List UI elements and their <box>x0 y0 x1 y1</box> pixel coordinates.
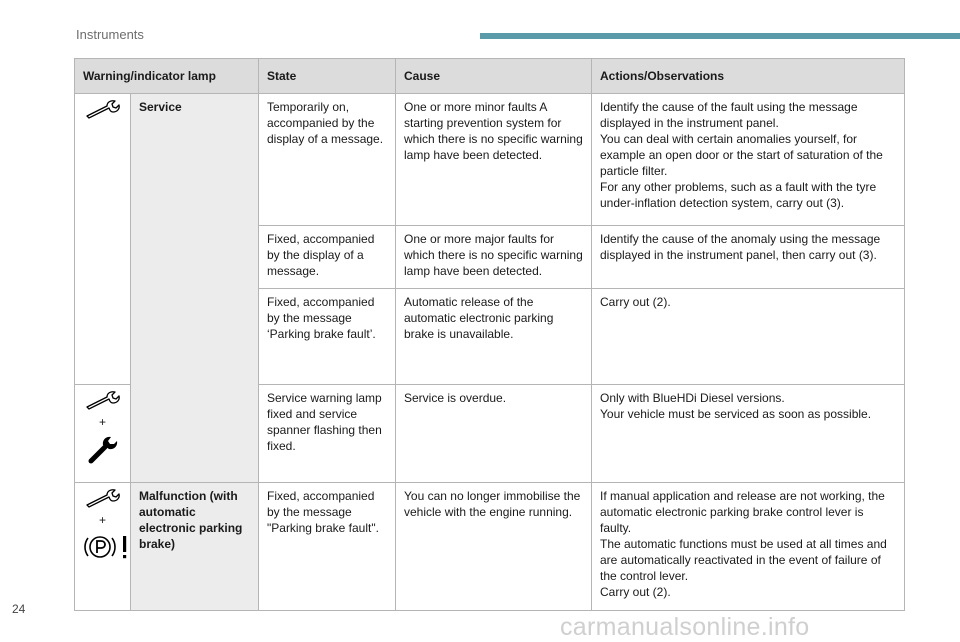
actions-cell <box>592 94 905 226</box>
table-row <box>75 94 905 226</box>
action-line: Carry out (2). <box>600 295 671 309</box>
section-header-bar <box>480 33 960 39</box>
action-line: Identify the cause of the anomaly using the message displayed in the instrument panel, then carry out (3). <box>600 232 881 262</box>
section-title: Instruments <box>76 27 144 42</box>
state-cell: Fixed, accompanied by the message "Parking brake fault". <box>259 483 396 611</box>
service-wrench-outline-icon <box>84 488 122 508</box>
plus-sign: + <box>98 415 106 429</box>
action-line: Carry out (2). <box>600 585 671 599</box>
action-line: You can deal with certain anomalies yourself, for example an open door or the start of saturation of the particle filter. <box>600 132 883 178</box>
state-cell: Temporarily on, accompanied by the display of a message. <box>259 94 396 226</box>
column-header-actions: Actions/Observations <box>592 59 905 94</box>
service-overdue-icons-cell <box>75 385 131 483</box>
state-cell: Service warning lamp fixed and service spanner flashing then fixed. <box>259 385 396 483</box>
cause-cell: One or more minor faults A starting prevention system for which there is no specific warning lamp have been detected. <box>396 94 592 226</box>
actions-cell <box>592 483 905 611</box>
actions-cell <box>592 385 905 483</box>
action-line: Only with BlueHDi Diesel versions. <box>600 391 785 405</box>
action-line: The automatic functions must be used at all times and are automatically reactivated in the event of failure of the control lever. <box>600 537 887 583</box>
malfunction-icons-cell <box>75 483 131 611</box>
lamp-name-service: Service <box>131 94 259 483</box>
watermark: carmanualsonline.info <box>560 613 810 641</box>
service-wrench-outline-icon <box>84 390 122 410</box>
actions-cell <box>592 289 905 385</box>
action-line: Your vehicle must be serviced as soon as possible. <box>600 407 872 421</box>
cause-cell: Service is overdue. <box>396 385 592 483</box>
column-header-state: State <box>259 59 396 94</box>
page-number: 24 <box>12 602 26 616</box>
action-line: Identify the cause of the fault using the message displayed in the instrument panel. <box>600 100 858 130</box>
plus-sign: + <box>98 513 106 527</box>
action-line: For any other problems, such as a fault with the tyre under-inflation detection system, carry out (3). <box>600 180 877 210</box>
column-header-cause: Cause <box>396 59 592 94</box>
column-header-lamp: Warning/indicator lamp <box>75 59 259 94</box>
state-cell: Fixed, accompanied by the display of a message. <box>259 226 396 289</box>
parking-brake-warning-icon <box>83 530 131 564</box>
service-lamp-cell <box>75 94 131 385</box>
table-header-row <box>75 59 905 94</box>
indicator-table <box>74 58 905 611</box>
cause-cell: You can no longer immobilise the vehicle with the engine running. <box>396 483 592 611</box>
lamp-name-malfunction: Malfunction (with automatic electronic parking brake) <box>131 483 259 611</box>
spanner-icon <box>86 432 120 466</box>
state-cell: Fixed, accompanied by the message ‘Parking brake fault’. <box>259 289 396 385</box>
actions-cell <box>592 226 905 289</box>
action-line: If manual application and release are not working, the automatic electronic parking brake control lever is faulty. <box>600 489 885 535</box>
service-wrench-outline-icon <box>84 99 122 119</box>
table-row <box>75 483 905 611</box>
cause-cell: Automatic release of the automatic electronic parking brake is unavailable. <box>396 289 592 385</box>
cause-cell: One or more major faults for which there is no specific warning lamp have been detected. <box>396 226 592 289</box>
